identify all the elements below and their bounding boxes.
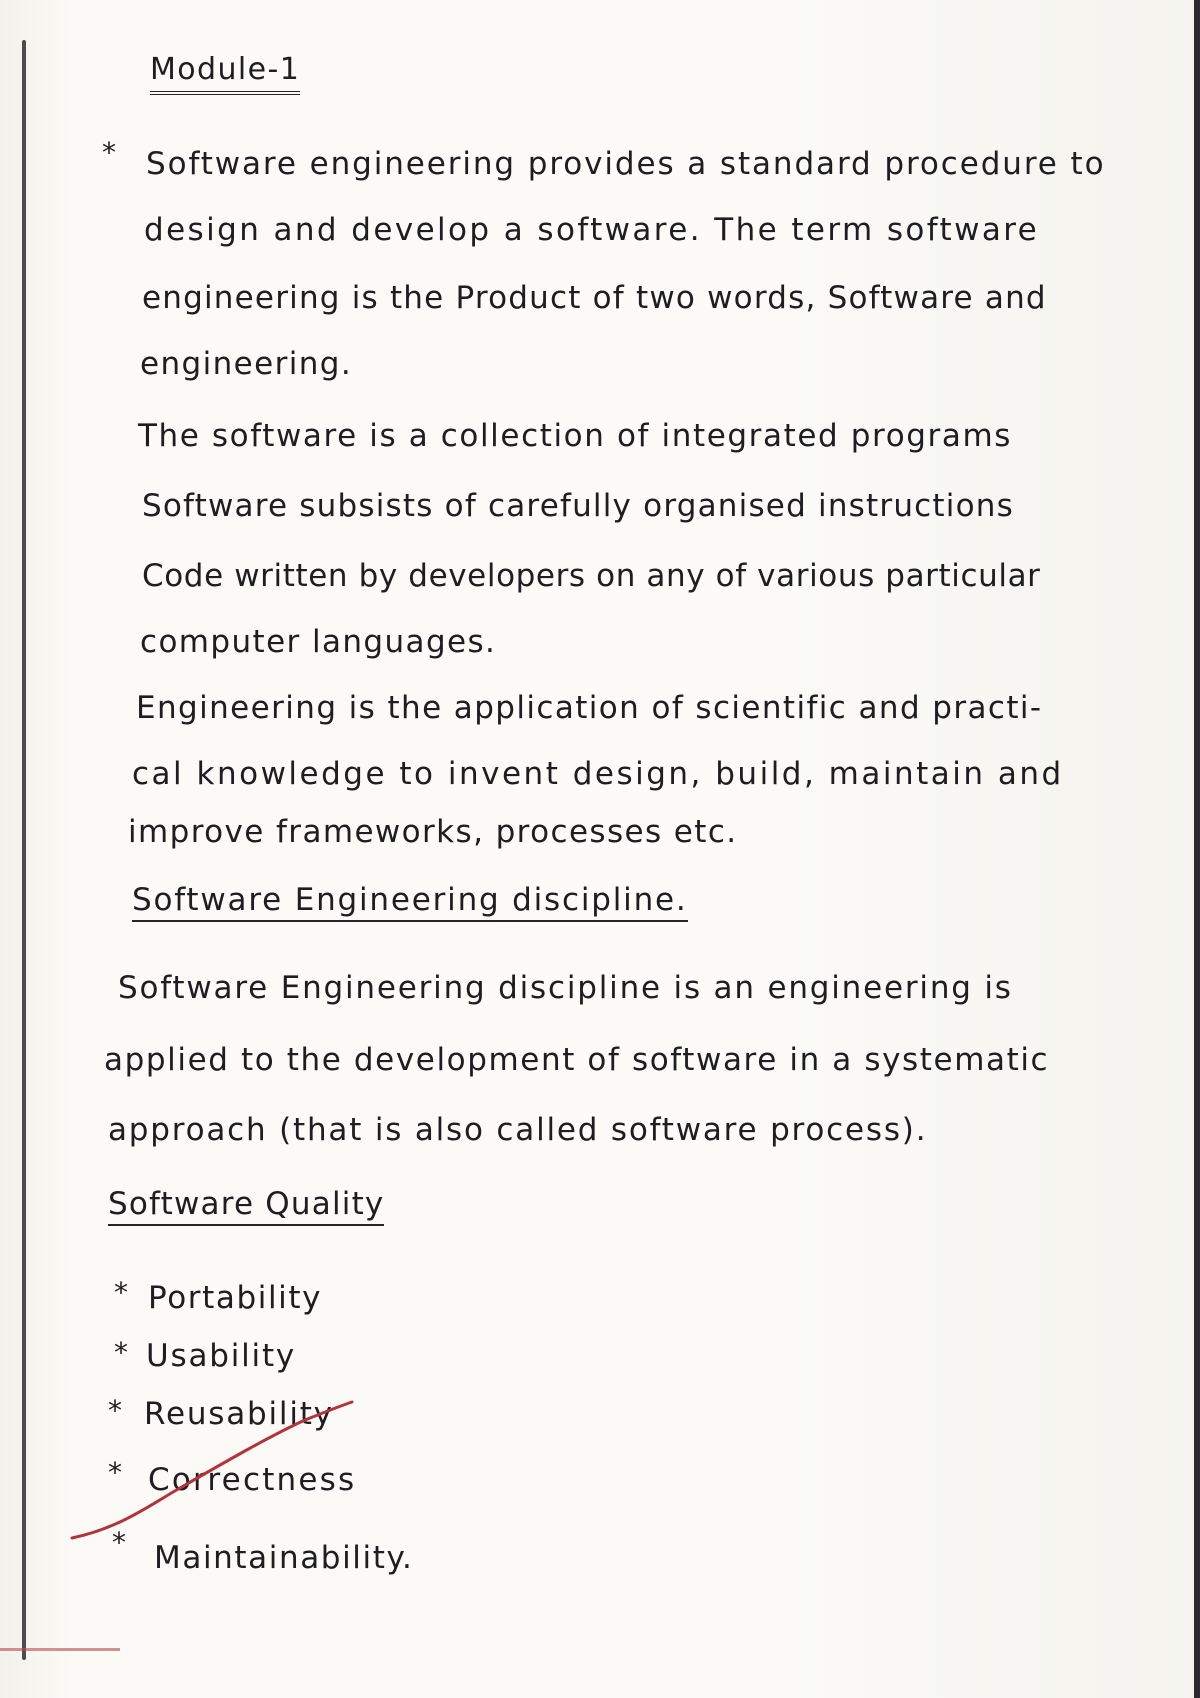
paragraph2-line-3: Code written by developers on any of various particular (142, 558, 1041, 594)
heading-software-engineering-discipline: Software Engineering discipline. (132, 882, 688, 922)
paragraph3-line-1: Engineering is the application of scientific and practi- (136, 690, 1043, 726)
paragraph2-line-4: computer languages. (140, 624, 497, 660)
quality-item-reusability: Reusability (144, 1396, 334, 1432)
quality-item-portability: Portability (148, 1280, 323, 1316)
quality-bullet-1: * (114, 1276, 128, 1309)
heading-software-quality: Software Quality (108, 1186, 384, 1226)
paragraph1-line-2: design and develop a software. The term software (144, 212, 1040, 248)
paragraph4-line-2: applied to the development of software in a systematic (104, 1042, 1050, 1078)
module-title: Module-1 (150, 52, 300, 95)
quality-item-usability: Usability (146, 1338, 297, 1374)
quality-bullet-2: * (114, 1336, 128, 1369)
paragraph3-line-2: cal knowledge to invent design, build, maintain and (132, 756, 1064, 792)
paragraph4-line-3: approach (that is also called software process). (108, 1112, 928, 1148)
intro-bullet-star: * (102, 136, 116, 169)
paragraph3-line-3: improve frameworks, processes etc. (128, 814, 738, 850)
paragraph4-line-1: Software Engineering discipline is an engineering is (118, 970, 1013, 1006)
quality-item-maintainability: Maintainability. (154, 1540, 414, 1576)
quality-bullet-4: * (108, 1456, 122, 1489)
paragraph1-line-1: Software engineering provides a standard procedure to (146, 146, 1106, 182)
quality-item-correctness: Correctness (148, 1462, 357, 1498)
paragraph2-line-1: The software is a collection of integrated programs (138, 418, 1013, 454)
quality-bullet-5: * (112, 1526, 126, 1559)
paragraph1-line-3: engineering is the Product of two words, Software and (142, 280, 1047, 316)
paragraph1-line-4: engineering. (140, 346, 353, 382)
paragraph2-line-2: Software subsists of carefully organised instructions (142, 488, 1014, 524)
quality-bullet-3: * (108, 1394, 122, 1427)
